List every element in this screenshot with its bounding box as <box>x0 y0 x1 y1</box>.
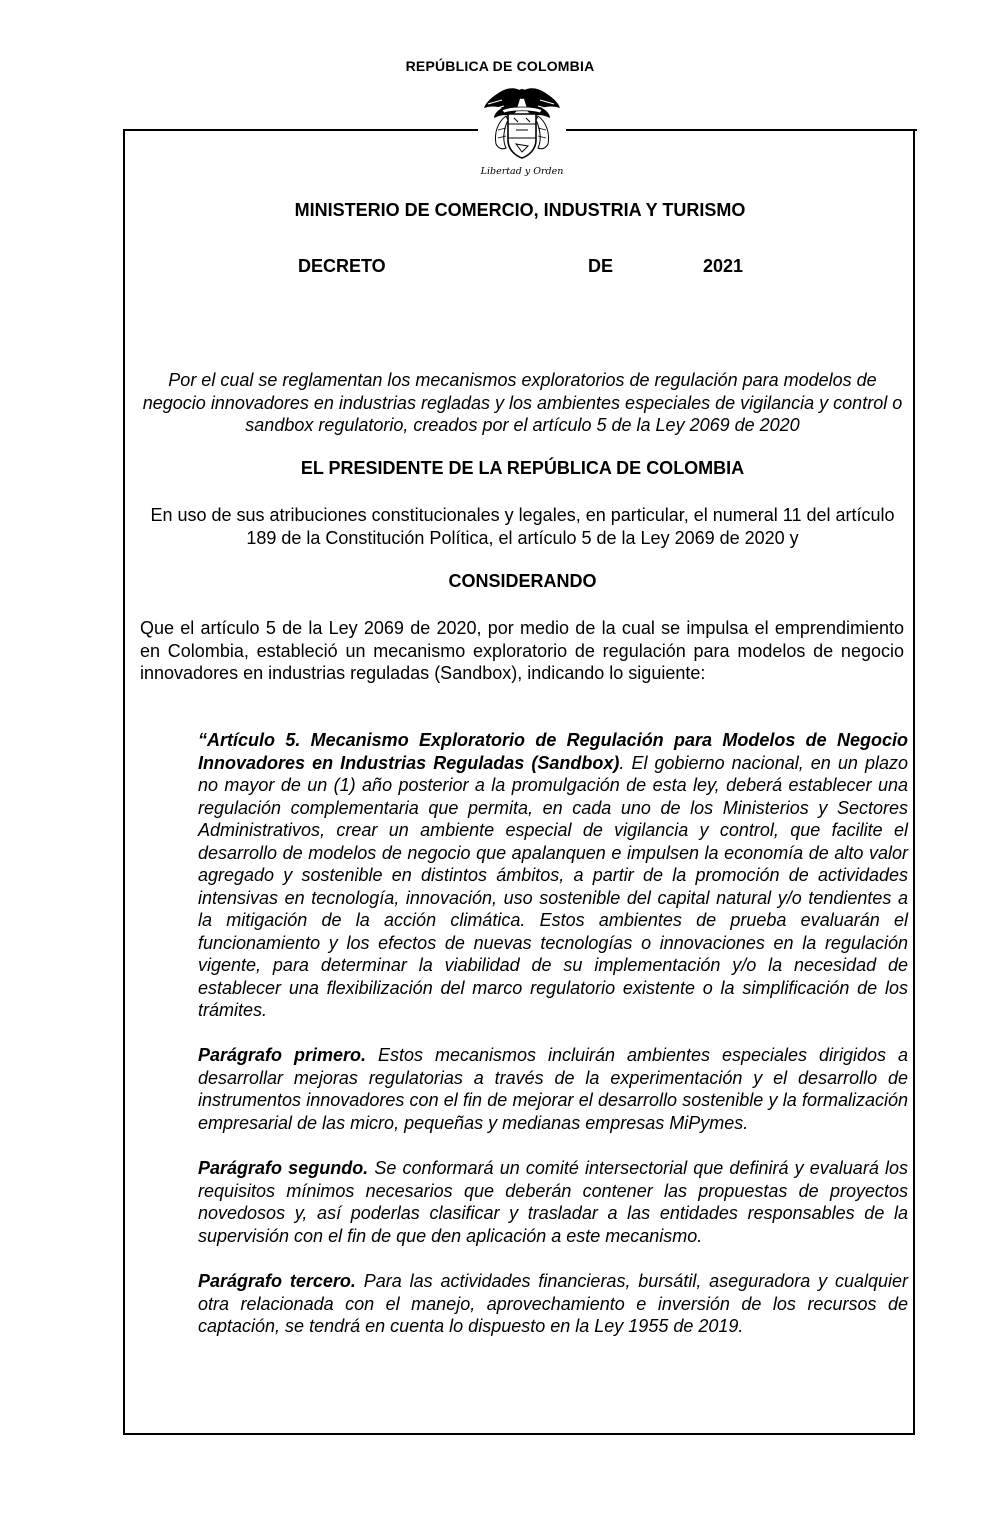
paragraph-first-label: Parágrafo primero. <box>198 1045 367 1065</box>
paragraph-first <box>198 1044 908 1134</box>
paragraph-second-label: Parágrafo segundo. <box>198 1158 369 1178</box>
paragraph-second-text: Se conformará un comité intersectorial que definirá y evaluará los requisitos mínimos necesarios que deberán contener las propuestas de proyectos novedosos y, así poderlas clasificar y trasladar a las entidades responsables de la supervisión con el fin de que den aplicación a este mecanismo. <box>198 1158 908 1246</box>
president-heading: EL PRESIDENTE DE LA REPÚBLICA DE COLOMBIA <box>300 458 745 478</box>
decree-de-label: DE <box>588 256 614 276</box>
considerando-paragraph: Que el artículo 5 de la Ley 2069 de 2020, por medio de la cual se impulsa el emprendimiento en Colombia, estableció un mecanismo exploratorio de regulación para modelos de negocio innovadores en industrias reguladas (Sandbox), indicando lo siguiente: <box>140 618 904 683</box>
paragraph-third <box>198 1270 908 1338</box>
considerando-heading: CONSIDERANDO <box>448 571 597 591</box>
ministry-title: MINISTERIO DE COMERCIO, INDUSTRIA Y TURISMO <box>294 200 746 220</box>
decree-year: 2021 <box>703 256 744 276</box>
article-5-body: . El gobierno nacional, en un plazo no mayor de un (1) año posterior a la promulgación de esta ley, deberá establecer una regulación complementaria que permita, en cada uno de los Ministerios y Sectores Administrativos, crear un ambiente especial de vigilancia y control, que facilite el desarrollo de modelos de negocio que apalanquen e impulsen la economía de alto valor agregado y sostenible en distintos ámbitos, a partir de la promoción de actividades intensivas en tecnología, innovación, uso sostenible del capital natural y/o tendientes a la mitigación de la acción climática. Estos ambientes de prueba evaluarán el funcionamiento y los efectos de nuevas tecnologías o innovaciones en la regulación vigente, para determinar la viabilidad de su implementación y/o la necesidad de establecer una flexibilización del marco regulatorio existente o la simplificación de los trámites. <box>198 752 909 1020</box>
seal-motto: Libertad y Orden <box>480 166 564 177</box>
paragraph-first-text: Estos mecanismos incluirán ambientes especiales dirigidos a desarrollar mejoras regulatorias a través de la experimentación y el desarrollo de instrumentos innovadores con el fin de mejorar el desarrollo sostenible y la formalización empresarial de las micro, pequeñas y medianas empresas MiPymes. <box>198 1045 908 1133</box>
paragraph-third-text: Para las actividades financieras, bursátil, aseguradora y cualquier otra relacionada con el manejo, aprovechamiento e inversión de los recursos de captación, se tendrá en cuenta lo dispuesto en la Ley 1955 de 2019. <box>198 1271 908 1336</box>
powers-statement: En uso de sus atribuciones constitucionales y legales, en particular, el numeral 11 del artículo 189 de la Constitución Política, el artículo 5 de la Ley 2069 de 2020 y <box>150 505 895 548</box>
article-5-title: “Artículo 5. Mecanismo Exploratorio de Regulación para Modelos de Negocio Innovadores en Industrias Reguladas (Sandbox) <box>198 730 908 773</box>
frame-top-right-rule <box>566 129 917 131</box>
paragraph-third-label: Parágrafo tercero. <box>198 1271 356 1291</box>
frame-top-left-rule <box>123 129 478 131</box>
paragraph-second <box>198 1157 908 1247</box>
article-5-quote <box>198 729 908 1022</box>
decree-subject: Por el cual se reglamentan los mecanismos exploratorios de regulación para modelos de negocio innovadores en industrias regladas y los ambientes especiales de vigilancia y control o sandbox regulatorio, creados por el artículo 5 de la Ley 2069 de 2020 <box>142 370 903 435</box>
country-header: REPÚBLICA DE COLOMBIA <box>405 58 595 74</box>
decree-label: DECRETO <box>298 256 386 276</box>
decree-line <box>0 256 1000 280</box>
